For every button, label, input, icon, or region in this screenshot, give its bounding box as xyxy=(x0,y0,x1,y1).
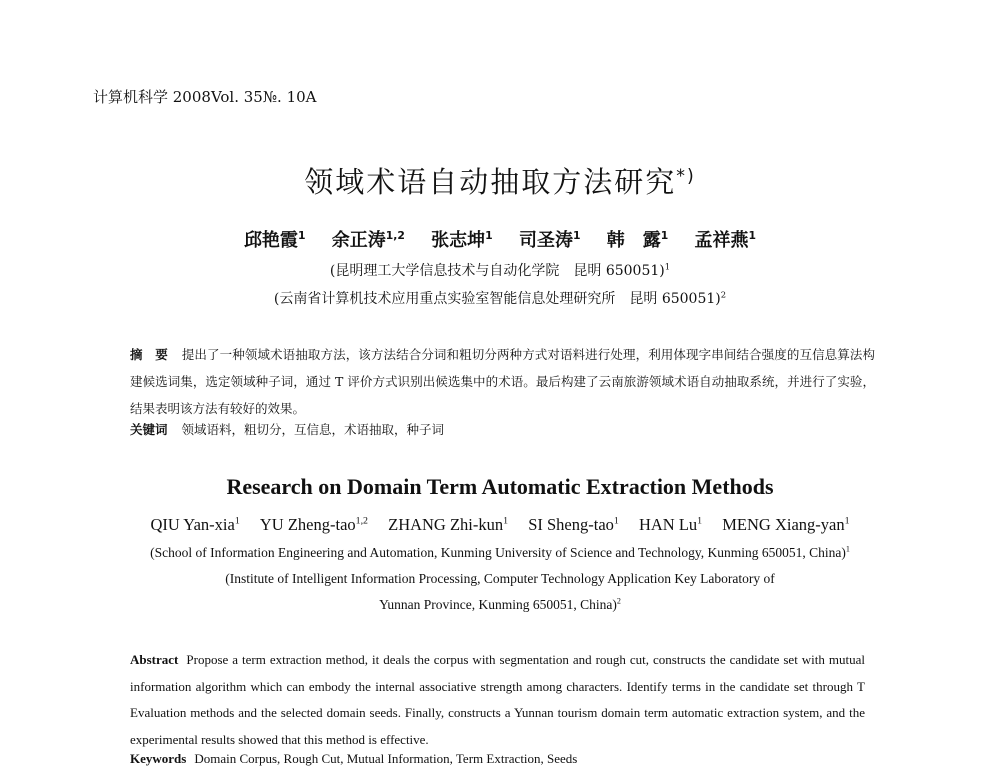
chinese-author: 余正涛$^{1,2}$ xyxy=(331,229,405,251)
english-affiliation-1: (School of Information Engineering and Automation, Kunming University of Science and Technology, Kunming 650051, China)$^1$ xyxy=(150,544,850,560)
english-keywords xyxy=(130,751,577,767)
chinese-title xyxy=(0,160,1000,201)
english-affiliation-2-line-2: Yunnan Province, Kunming 650051, China)$^2$ xyxy=(379,596,621,612)
chinese-abstract xyxy=(130,341,875,422)
chinese-affiliation-2: (云南省计算机技术应用重点实验室智能信息处理研究所 昆明 650051)$^2$ xyxy=(273,289,727,307)
chinese-author: 邱艳霞$^1$ xyxy=(243,229,306,251)
chinese-author: 韩 露$^1$ xyxy=(606,229,669,251)
english-authors xyxy=(0,515,1000,535)
chinese-abstract-label: 摘 要 xyxy=(130,347,168,362)
english-abstract-label: Abstract xyxy=(130,652,179,667)
english-abstract xyxy=(130,647,865,753)
english-author: HAN Lu$^1$ xyxy=(638,515,703,534)
journal-header: 计算机科学 2008Vol. 35№. 10A xyxy=(93,88,317,106)
english-author: QIU Yan-xia$^1$ xyxy=(150,515,240,534)
english-title: Research on Domain Term Automatic Extraction Methods xyxy=(226,474,774,499)
english-affiliation-2-line-1: (Institute of Intelligent Information Processing, Computer Technology Application Key Laboratory of xyxy=(225,571,775,586)
chinese-affiliation-1: (昆明理工大学信息技术与自动化学院 昆明 650051)$^1$ xyxy=(329,261,671,279)
chinese-keywords-label: 关键词 xyxy=(130,422,168,437)
chinese-keywords xyxy=(130,420,444,438)
title-footnote-mark: *) xyxy=(676,166,696,187)
english-keywords-text: Domain Corpus, Rough Cut, Mutual Information, Term Extraction, Seeds xyxy=(194,751,578,766)
chinese-title-text: 领域术语自动抽取方法研究 xyxy=(304,165,677,199)
chinese-authors xyxy=(0,226,1000,252)
english-abstract-text: Propose a term extraction method, it deals the corpus with segmentation and rough cut, constructs the candidate set with mutual information algorithm which can embody the internal associative strength among characters. Identify terms in the candidate set through T Evaluation methods and the selected domain seeds. Finally, constructs a Yunnan tourism domain term automatic extraction system, and the experimental results showed that this method is effective. xyxy=(130,652,865,747)
english-author: MENG Xiang-yan$^1$ xyxy=(722,515,850,534)
english-author: YU Zheng-tao$^{1,2}$ xyxy=(259,515,368,534)
chinese-keywords-text: 领域语料，粗切分，互信息，术语抽取，种子词 xyxy=(181,422,445,437)
chinese-author: 孟祥燕$^1$ xyxy=(694,229,757,251)
english-author: SI Sheng-tao$^1$ xyxy=(528,515,619,534)
english-author: ZHANG Zhi-kun$^1$ xyxy=(388,515,509,534)
chinese-abstract-text: 提出了一种领域术语抽取方法，该方法结合分词和粗切分两种方式对语料进行处理，利用体现字串间结合强度的互信息算法构建候选词集，选定领域种子词，通过 T 评价方式识别出候选集中的术语。最后构建了云南旅游领域术语自动抽取系统，并进行了实验，结果表明该方法有较好的效果。 xyxy=(130,347,875,416)
chinese-author: 张志坤$^1$ xyxy=(431,229,493,251)
chinese-author: 司圣涛$^1$ xyxy=(518,229,581,251)
english-keywords-label: Keywords xyxy=(130,751,187,766)
